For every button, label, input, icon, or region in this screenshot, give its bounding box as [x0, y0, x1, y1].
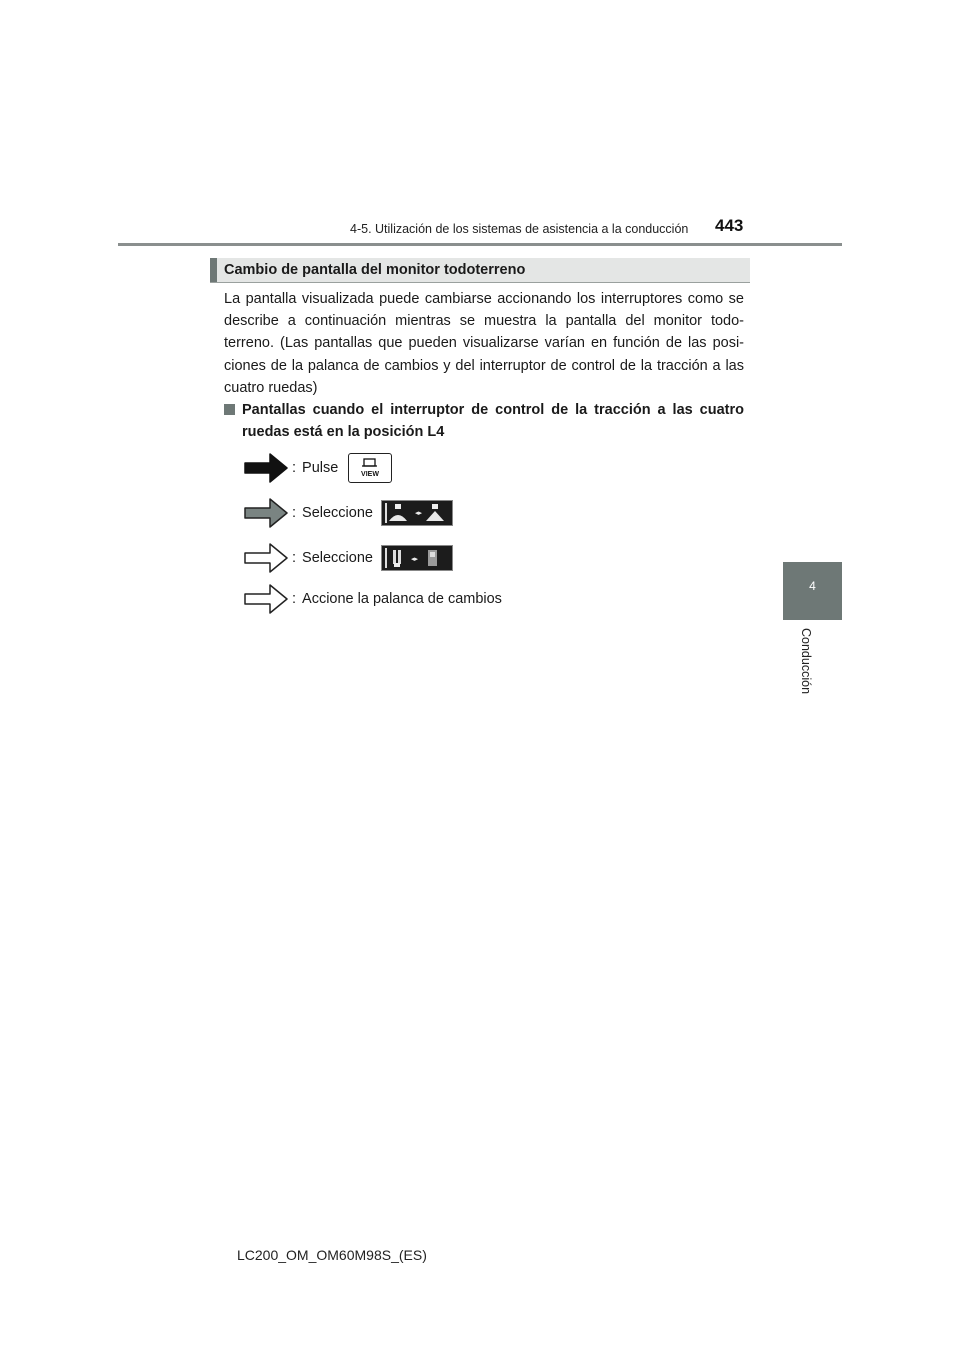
- front-wide-view-icon: [381, 500, 453, 526]
- legend-row-select-wide: [244, 498, 453, 528]
- white-outline-arrow-icon: [244, 543, 288, 573]
- square-bullet-icon: [224, 404, 235, 415]
- sub-heading: [224, 399, 744, 443]
- view-button-text: VIEW: [361, 471, 380, 478]
- legend-colon: :: [292, 505, 297, 521]
- legend-label: Seleccione: [302, 550, 373, 566]
- legend-colon: :: [292, 460, 297, 476]
- page-number: 443: [715, 216, 744, 235]
- section-title-bar: [210, 258, 217, 282]
- legend-label: Seleccione: [302, 505, 373, 521]
- solid-black-arrow-icon: [244, 453, 288, 483]
- svg-text:◂▸: ◂▸: [410, 556, 418, 563]
- section-title-box: [210, 258, 750, 283]
- legend-colon: :: [292, 550, 297, 566]
- header-rule: [118, 243, 842, 246]
- gray-arrow-icon: [244, 498, 288, 528]
- header-section-title: 4-5. Utilización de los sistemas de asistencia a la conducción: [350, 222, 689, 236]
- section-title: Cambio de pantalla del monitor todoterreno: [224, 262, 526, 278]
- footer-code: LC200_OM_OM60M98S_(ES): [237, 1247, 427, 1263]
- legend-row-select-side: [244, 543, 453, 573]
- legend-colon: :: [292, 591, 297, 607]
- chapter-title: Conducción: [799, 628, 813, 695]
- side-view-icon: [381, 545, 453, 571]
- legend-label: Accione la palanca de cambios: [302, 591, 502, 607]
- section-body: La pantalla visualizada puede cambiarse accionando los interruptores como se describe a continuación mientras se muestra la pantalla del monitor todo-terreno. (Las pantallas que pueden visualizarse varían en función de las posi-ciones de la palanca de cambios y del interruptor de control de la tracción a las cuatro ruedas): [224, 291, 744, 396]
- legend-label: Pulse: [302, 460, 339, 476]
- view-button-icon: [348, 453, 392, 483]
- svg-text:◂▸: ◂▸: [414, 510, 422, 517]
- white-outline-arrow-icon: [244, 584, 288, 614]
- legend-row-pulse: [244, 453, 392, 483]
- legend-row-shift-lever: [244, 584, 502, 614]
- chapter-tab: [783, 562, 842, 620]
- chapter-number: 4: [809, 579, 816, 593]
- sub-heading-text: Pantallas cuando el interruptor de control de la tracción a las cuatro ruedas está en la posición L4: [242, 402, 744, 441]
